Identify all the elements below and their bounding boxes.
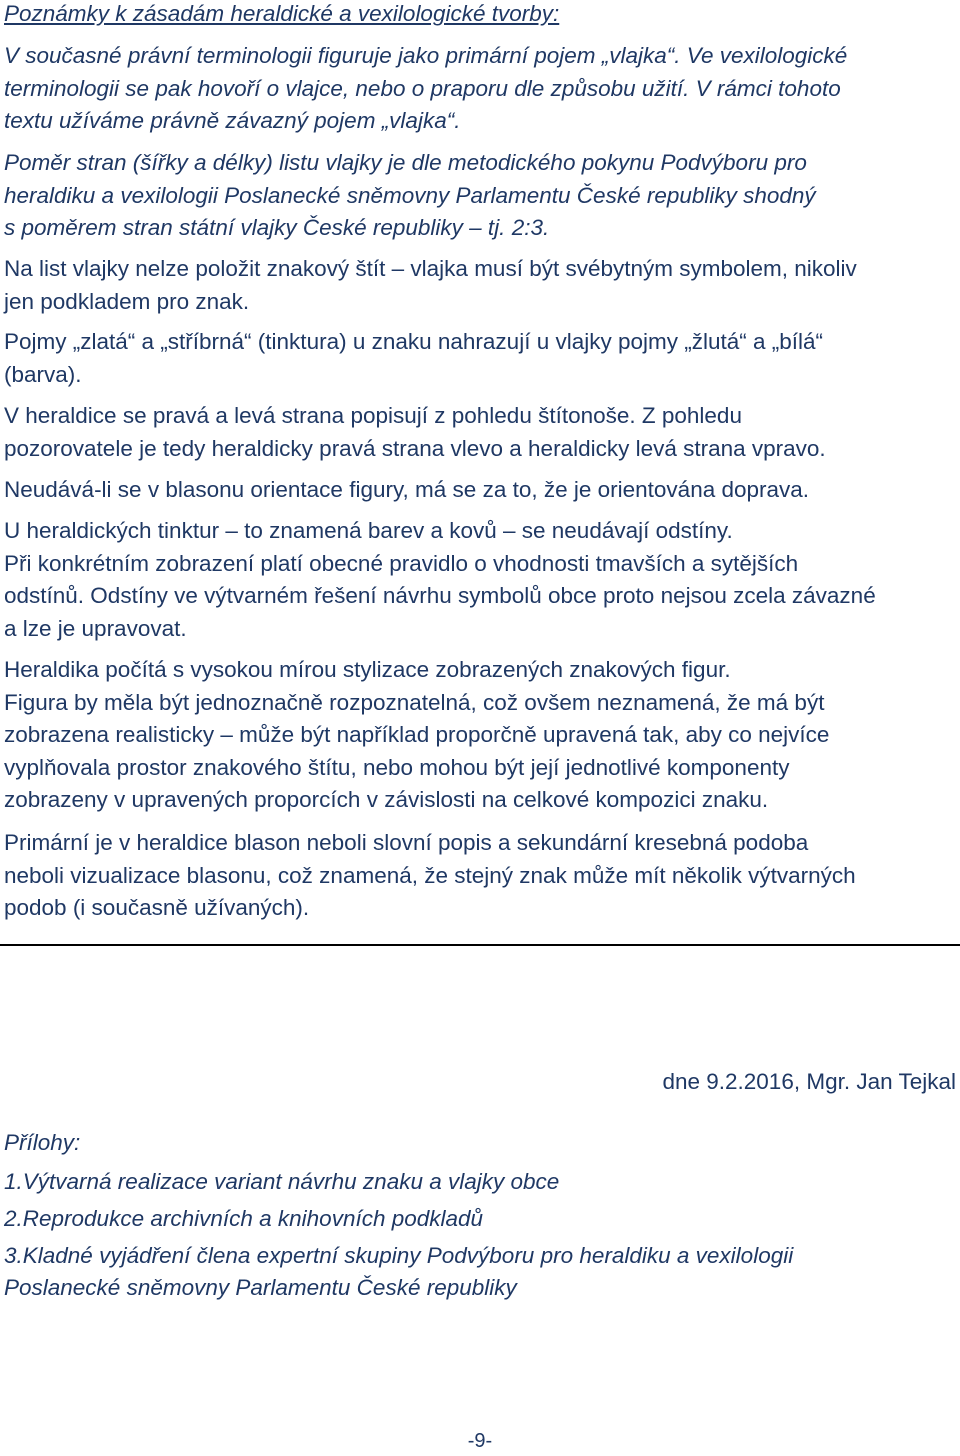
attachments-heading: Přílohy: [4, 1130, 81, 1155]
paragraph-stylization [4, 654, 954, 817]
paragraph-line: Heraldika počítá s vysokou mírou stylizace zobrazených znakových figur. [4, 657, 731, 682]
paragraph-line: vyplňovala prostor znakového štítu, nebo mohou být její jednotlivé komponenty [4, 754, 790, 780]
attachment-item: Poslanecké sněmovny Parlamentu České republiky [4, 1275, 517, 1300]
horizontal-divider [0, 944, 960, 946]
signature-line: dne 9.2.2016, Mgr. Jan Tejkal [662, 1069, 956, 1094]
paragraph-line: Při konkrétním zobrazení platí obecné pravidlo o vhodnosti tmavších a sytějších [4, 550, 799, 576]
paragraph-line: Poměr stran (šířky a délky) listu vlajky je dle metodického pokynu Podvýboru pro [4, 150, 807, 175]
paragraph-line: textu užíváme právně závazný pojem „vlajka“. [4, 108, 461, 133]
paragraph-line: zobrazena realisticky – může být například proporčně upravená tak, aby co nejvíce [4, 722, 830, 747]
paragraph-orientation [4, 474, 954, 507]
paragraph-line: podob (i současně užívaných). [4, 895, 310, 920]
paragraph-line: Primární je v heraldice blason neboli slovní popis a sekundární kresebná podoba [4, 830, 809, 855]
attachment-item: 1.Výtvarná realizace variant návrhu znaku a vlajky obce [4, 1169, 560, 1194]
paragraph-blazon [4, 827, 954, 925]
paragraph-terminology [4, 40, 954, 138]
paragraph-line: Figura by měla být jednoznačně rozpoznatelná, což ovšem neznamená, že má být [4, 689, 825, 715]
paragraph-flag-ratio [4, 147, 954, 245]
attachment-item: 3.Kladné vyjádření člena expertní skupiny Podvýboru pro heraldiku a vexilologii [4, 1243, 794, 1268]
paragraph-line: Na list vlajky nelze položit znakový štít – vlajka musí být svébytným symbolem, nikoliv [4, 256, 857, 281]
paragraph-line: pozorovatele je tedy heraldicky pravá strana vlevo a heraldicky levá strana vpravo. [4, 435, 826, 461]
paragraph-line: V současné právní terminologii figuruje jako primární pojem „vlajka“. Ve vexilologické [4, 43, 848, 68]
paragraph-shield-on-flag [4, 253, 954, 318]
paragraph-line: (barva). [4, 361, 82, 387]
paragraph-line: jen podkladem pro znak. [4, 288, 250, 314]
notes-heading: Poznámky k zásadám heraldické a vexilologické tvorby: [4, 1, 560, 26]
attachments-list [4, 1166, 793, 1304]
paragraph-line: odstínů. Odstíny ve výtvarném řešení návrhu symbolů obce proto nejsou zcela závazné [4, 583, 876, 608]
paragraph-line: terminologii se pak hovoří o vlajce, nebo o praporu dle způsobu užití. V rámci tohoto [4, 75, 841, 101]
paragraph-sides [4, 400, 954, 465]
paragraph-line: s poměrem stran státní vlajky České republiky – tj. 2:3. [4, 215, 550, 240]
paragraph-line: neboli vizualizace blasonu, což znamená, že stejný znak může mít několik výtvarných [4, 862, 856, 888]
paragraph-line: zobrazeny v upravených proporcích v závislosti na celkové kompozici znaku. [4, 787, 769, 812]
page-number: -9- [467, 1430, 493, 1452]
paragraph-line: Neudává-li se v blasonu orientace figury, má se za to, že je orientována doprava. [4, 477, 810, 502]
paragraph-line: V heraldice se pravá a levá strana popisují z pohledu štítonoše. Z pohledu [4, 403, 742, 428]
attachment-item: 2.Reprodukce archivních a knihovních podkladů [4, 1206, 484, 1231]
paragraph-tinctures [4, 326, 954, 391]
paragraph-line: Pojmy „zlatá“ a „stříbrná“ (tinktura) u znaku nahrazují u vlajky pojmy „žlutá“ a „bílá“ [4, 329, 824, 354]
paragraph-line: U heraldických tinktur – to znamená barev a kovů – se neudávají odstíny. [4, 518, 733, 543]
paragraph-line: heraldiku a vexilologii Poslanecké sněmovny Parlamentu České republiky shodný [4, 182, 816, 208]
paragraph-shades [4, 515, 954, 645]
paragraph-line: a lze je upravovat. [4, 615, 187, 641]
